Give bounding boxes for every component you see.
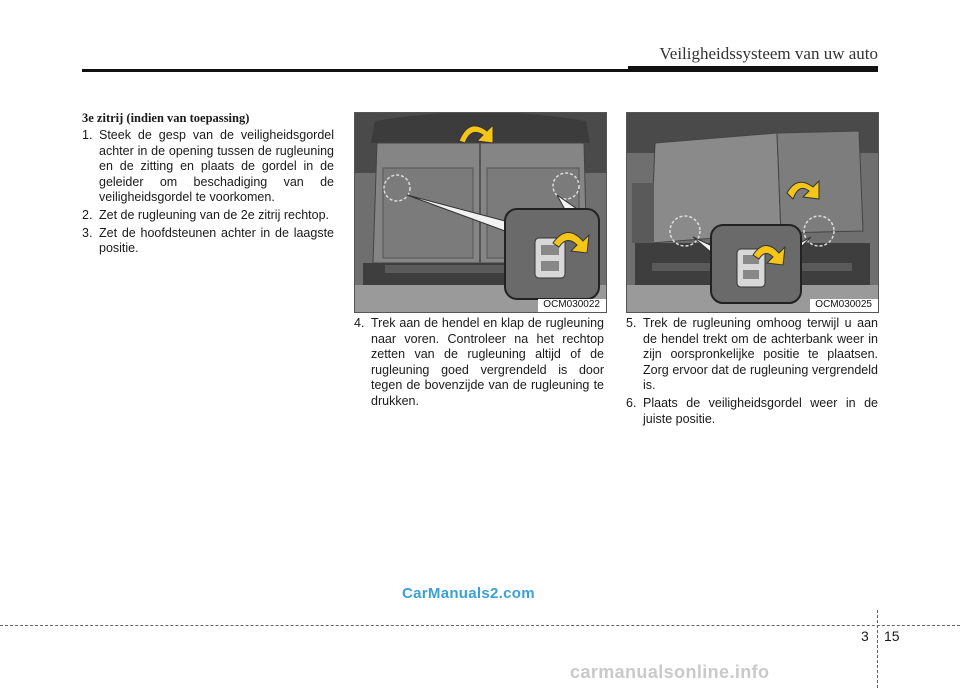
step-number: 4. [354, 316, 365, 330]
page-number: 15 [884, 628, 900, 644]
section-heading: 3e zitrij (indien van toepassing) [82, 111, 250, 125]
step-text: Trek de rugleuning omhoog terwijl u aan de hendel trekt om de achterbank weer in zijn oorspronkelijke positie te plaatsen. Zorg ervoor dat de rugleuning vergrendeld is. [643, 316, 878, 393]
column-left [82, 111, 334, 259]
chapter-number: 3 [861, 628, 869, 644]
column-right [626, 316, 878, 429]
step-text: Steek de gesp van de veiligheidsgordel achter in de opening tussen de rugleuning en de zitting en plaats de gordel in de geleider om beschadiging van de veiligheidsgordel te voorkomen. [99, 128, 334, 205]
step-number: 6. [626, 395, 637, 410]
step-number: 5. [626, 316, 637, 330]
step-5 [626, 316, 878, 394]
step-1 [82, 128, 334, 206]
step-3 [82, 226, 334, 257]
step-text: Zet de rugleuning van de 2e zitrij rechtop. [99, 207, 329, 222]
step-text: Plaats de veiligheidsgordel weer in de juiste positie. [643, 395, 878, 426]
header-rule [82, 69, 878, 72]
trunk-illustration [355, 113, 606, 312]
column-middle [354, 316, 604, 412]
trunk-illustration [627, 113, 878, 312]
step-4 [354, 316, 604, 410]
figure-raise-seat [626, 112, 879, 313]
step-text: Trek aan de hendel en klap de rugleuning naar voren. Controleer na het rechtop zetten van de rugleuning altijd of de rugleuning goed vergrendeld is door tegen de bovenzijde van de rugleuning te drukken. [371, 316, 604, 408]
footer-divider [877, 610, 878, 688]
header-title: Veiligheidssysteem van uw auto [659, 44, 878, 63]
figure-label: OCM030025 [815, 299, 872, 310]
step-number: 3. [82, 225, 93, 240]
figure-label: OCM030022 [543, 299, 600, 310]
bottom-site-watermark: carmanualsonline.info [570, 662, 770, 682]
figure-fold-seat [354, 112, 607, 313]
step-2 [82, 208, 334, 224]
step-number: 1. [82, 128, 93, 142]
step-number: 2. [82, 207, 93, 222]
footer-rule [0, 625, 960, 626]
step-6 [626, 396, 878, 427]
step-text: Zet de hoofdsteunen achter in de laagste positie. [99, 225, 334, 256]
watermark-link[interactable]: CarManuals2.com [402, 585, 535, 602]
